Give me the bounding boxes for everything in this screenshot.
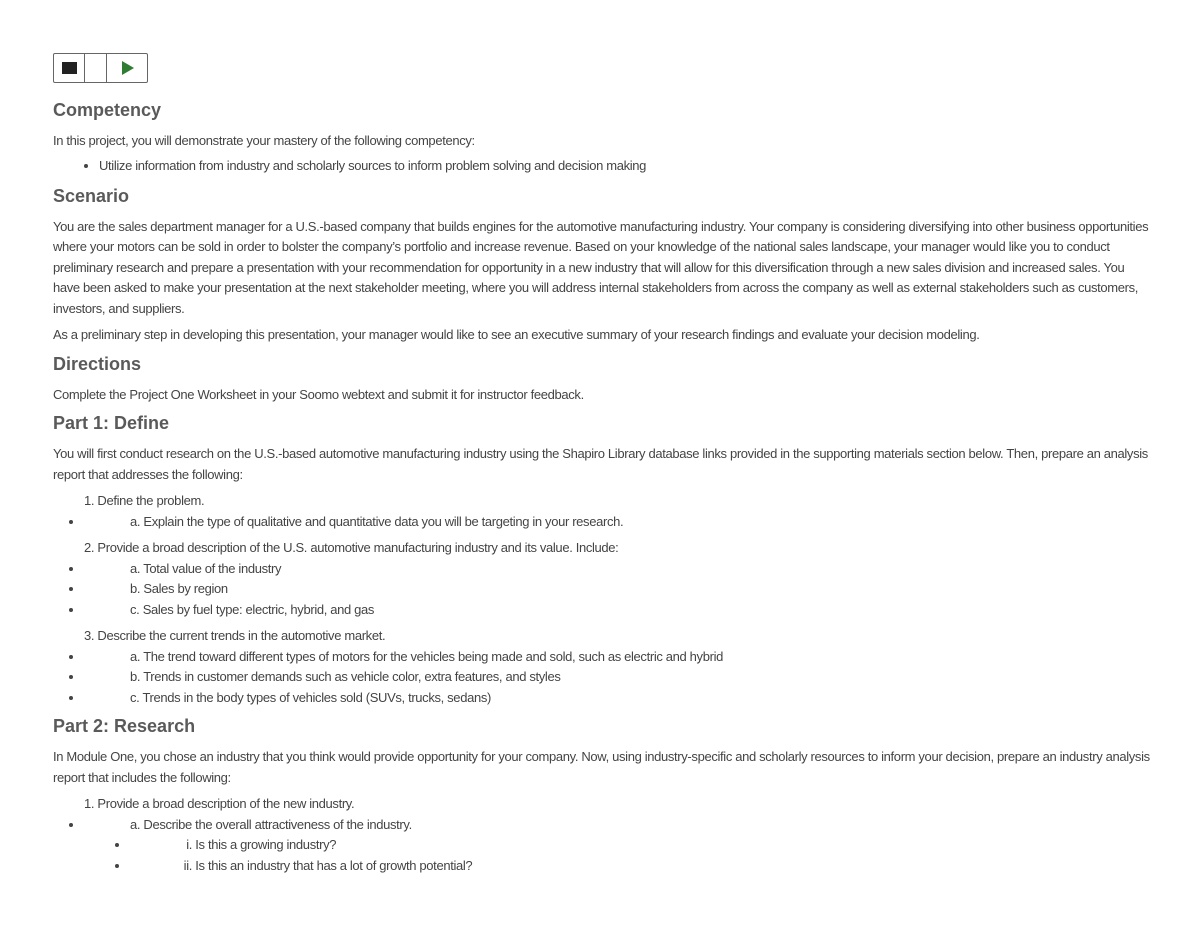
competency-heading: Competency [53,100,162,120]
sub-item [84,559,1153,580]
sub-item-text: The trend toward different types of motors for the vehicles being made and sold, such as electric and hybrid [143,648,723,664]
sub-item-letter: a. [130,513,141,529]
media-toolbar [53,53,148,83]
scenario-paragraph-2: As a preliminary step in developing this presentation, your manager would like to see an executive summary of your research findings and evaluate your decision modeling. [53,327,980,342]
subsub-list [130,835,1153,876]
play-button[interactable] [107,54,147,82]
subsub-item-text: Is this a growing industry? [195,837,337,852]
sub-item-letter: a. [130,560,141,576]
item-number: 2. [84,540,95,555]
sub-item-letter: a. [130,816,141,832]
sub-list [84,815,1153,877]
sub-item-letter: c. [130,601,140,617]
part1-intro: You will first conduct research on the U.S.-based automotive manufacturing industry using the Shapiro Library database links provided in the supporting materials section below. Then, prepare an analysis report that addresses the following: [53,446,1148,482]
list-item [53,538,1153,620]
subsub-item [130,835,1153,856]
sub-list [84,512,1153,533]
item-number: 1. [84,493,95,508]
toolbar-spacer-button[interactable] [85,54,107,82]
sub-item-text: Sales by fuel type: electric, hybrid, and gas [142,601,375,617]
list-item [53,626,1153,708]
scenario-heading: Scenario [53,185,130,206]
competency-list [53,156,1153,176]
sub-item-text: Trends in customer demands such as vehicle color, extra features, and styles [143,669,561,684]
item-text: Define the problem. [97,493,205,508]
subsub-item [130,856,1153,877]
sub-item [84,688,1153,709]
stop-button[interactable] [54,54,85,82]
part2-heading: Part 2: Research [53,716,196,736]
sub-item-letter: b. [130,669,141,684]
subsub-item-numeral: ii. [183,857,192,873]
item-text: Provide a broad description of the U.S. automotive manufacturing industry and its value. Include: [97,540,619,555]
list-item [53,491,1153,532]
item-number: 3. [84,628,95,643]
sub-item [84,815,1153,877]
document-content [53,98,1153,882]
directions-heading: Directions [53,353,142,374]
sub-item [84,667,1153,688]
play-icon [122,61,134,75]
part1-list [53,491,1153,708]
item-text: Provide a broad description of the new industry. [97,796,355,811]
sub-item [84,579,1153,600]
sub-item [84,600,1153,621]
competency-intro: In this project, you will demonstrate your mastery of the following competency: [53,133,475,148]
sub-item-letter: c. [130,689,140,705]
stop-icon [62,62,77,74]
scenario-paragraph-1: You are the sales department manager for a U.S.-based company that builds engines for the automotive manufacturing industry. Your company is considering diversifying into other business opportunities where your motors can be sold in order to bolster the company’s portfolio and increase revenue. Based on your knowledge of the national sales landscape, your manager would like you to conduct preliminary research and prepare a presentation with your recommendation for opportunity in a new industry that will allow for this diversification through a new sales division and increased sales. You have been asked to make your presentation at the next stakeholder meeting, where you will address internal stakeholders from across the company as well as external stakeholders such as customers, investors, and suppliers. [53,218,1149,316]
item-text: Describe the current trends in the automotive market. [97,628,386,643]
part1-heading: Part 1: Define [53,413,170,433]
subsub-item-text: Is this an industry that has a lot of growth potential? [195,857,473,873]
sub-list [84,647,1153,709]
sub-item-letter: b. [130,581,141,596]
directions-text: Complete the Project One Worksheet in your Soomo webtext and submit it for instructor feedback. [53,386,584,402]
competency-bullet: • Utilize information from industry and scholarly sources to inform problem solving and decision making [99,156,1153,176]
sub-item-text: Describe the overall attractiveness of the industry. [143,816,412,832]
part2-intro: In Module One, you chose an industry that you think would provide opportunity for your company. Now, using industry-specific and scholarly resources to inform your decision, prepare an industry analysis report that includes the following: [53,749,1150,785]
sub-item [84,512,1153,533]
list-item [53,794,1153,876]
sub-item-letter: a. [130,648,141,664]
sub-item-text: Trends in the body types of vehicles sold (SUVs, trucks, sedans) [142,689,491,705]
sub-list [84,559,1153,621]
sub-item-text: Explain the type of qualitative and quantitative data you will be targeting in your research. [143,513,624,529]
sub-item-text: Total value of the industry [143,560,282,576]
part2-list [53,794,1153,876]
subsub-item-numeral: i. [186,837,192,852]
sub-item-text: Sales by region [143,581,228,596]
sub-item [84,647,1153,668]
item-number: 1. [84,796,95,811]
